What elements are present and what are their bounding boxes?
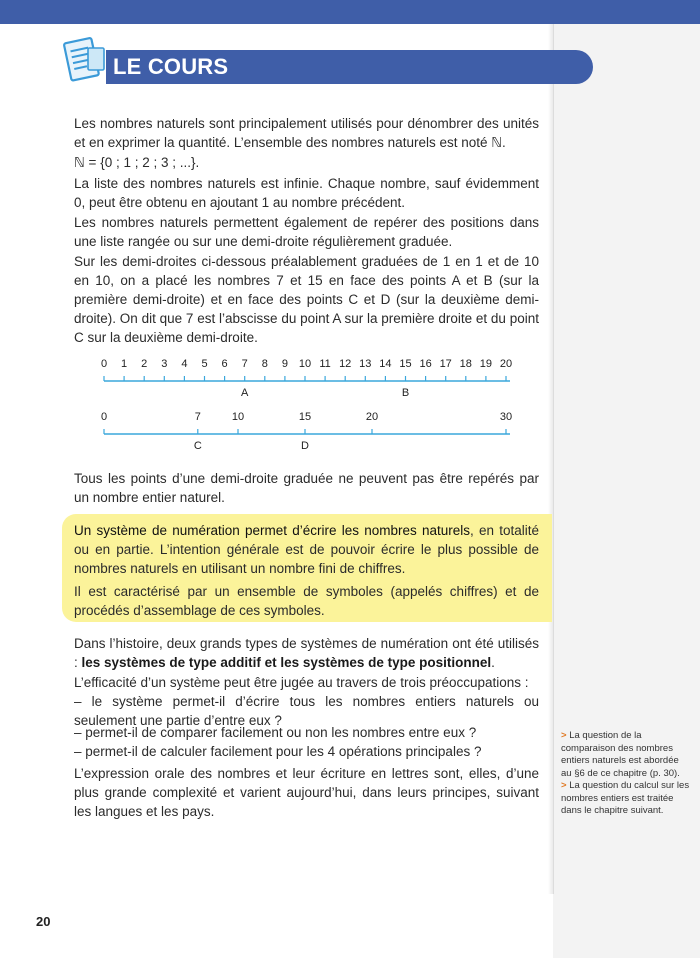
top-banner xyxy=(0,0,700,24)
history-lead: Dans l’histoire, deux grands types de systèmes de numération ont été utilisés : xyxy=(74,636,539,670)
definition-text xyxy=(74,521,539,620)
question-1: – le système permet-il d’écrire tous les nombres entiers naturels ou seulement une partie d’entre eux ? xyxy=(74,694,539,728)
definition-key-phrase: Un système de numération permet d’écrire les nombres naturels xyxy=(74,523,470,538)
page-number: 20 xyxy=(36,914,51,929)
intro-paragraph-1: Les nombres naturels sont principalement utilisés pour dénombrer des unités et en exprimer la quantité. L’ensemble des nombres naturels est noté ℕ. xyxy=(74,116,539,150)
number-line-1-tick-label: 17 xyxy=(439,358,452,370)
definition-paragraph-1 xyxy=(74,521,539,578)
number-line-1-tick-label: 6 xyxy=(221,358,228,370)
number-line-1-point-label: A xyxy=(241,387,249,399)
number-line-1-tick-label: 4 xyxy=(181,358,188,370)
number-line-1-tick-label: 19 xyxy=(479,358,493,370)
history-types: les systèmes de type additif et les systèmes de type positionnel xyxy=(81,655,492,670)
definition-rest: , en totalité ou en partie. L’intention générale est de pouvoir écrire le plus possible de nombres naturels en utilisant un nombre fini de chiffres. xyxy=(74,523,539,576)
number-line-2-tick-label: 7 xyxy=(194,411,201,423)
number-line-1-tick-label: 13 xyxy=(359,358,372,370)
margin-note-1: > La question de la comparaison des nombres entiers naturels est abordée au §6 de ce chapitre (p. 30). xyxy=(561,730,680,779)
number-line-2-tick-label: 20 xyxy=(365,411,379,423)
number-line-1-tick-label: 2 xyxy=(141,358,148,370)
number-line-1-tick-label: 16 xyxy=(419,358,432,370)
number-line-2-point-label: D xyxy=(301,440,309,452)
question-3: – permet-il de calculer facilement pour les 4 opérations principales ? xyxy=(74,744,482,759)
margin-shadow xyxy=(548,24,554,894)
number-line-1-tick-label: 14 xyxy=(379,358,392,370)
history-paragraph-3: L’expression orale des nombres et leur écriture en lettres sont, elles, d’une plus grande complexité et varient aujourd’hui, dans leurs principes, suivant les langues et les pays. xyxy=(74,766,539,819)
naturals-set-definition: ℕ = {0 ; 1 ; 2 ; 3 ; ...}. xyxy=(74,155,200,170)
number-line-1-tick-label: 5 xyxy=(201,358,208,370)
number-line-1-tick-label: 20 xyxy=(499,358,513,370)
number-line-1-tick-label: 9 xyxy=(281,358,288,370)
intro-paragraph-3: Les nombres naturels permettent également de repérer des positions dans une liste rangée ou sur une demi-droite régulièrement graduée. xyxy=(74,215,539,249)
graduated-half-lines xyxy=(88,352,528,462)
number-line-2-tick-label: 0 xyxy=(100,411,108,423)
number-line-1-tick-label: 11 xyxy=(319,358,331,370)
number-line-1-tick-label: 12 xyxy=(339,358,352,370)
arrow-icon: > xyxy=(561,730,567,741)
number-line-1-tick-label: 1 xyxy=(121,358,128,370)
history-end: . xyxy=(491,655,495,670)
number-line-2-tick-label: 15 xyxy=(298,411,312,423)
margin-note-2: > La question du calcul sur les nombres entiers est traitée dans le chapitre suivant. xyxy=(561,780,690,816)
number-line-1-tick-label: 15 xyxy=(399,358,412,370)
section-title: LE COURS xyxy=(113,54,229,79)
definition-paragraph-2: Il est caractérisé par un ensemble de symboles (appelés chiffres) et de procédés d’assemblage de ces symboles. xyxy=(74,584,539,618)
number-line-1-tick-label: 8 xyxy=(261,358,268,370)
number-line-2-point-label: C xyxy=(193,440,202,452)
number-line-1-point-label: B xyxy=(401,387,410,399)
history-paragraph-2: L’efficacité d’un système peut être jugée au travers de trois préoccupations : xyxy=(74,675,529,690)
number-line-1-tick-label: 3 xyxy=(161,358,168,370)
number-line-1-tick-label: 7 xyxy=(241,358,248,370)
margin-column xyxy=(553,24,700,958)
arrow-icon: > xyxy=(561,780,567,791)
number-line-1-tick-label: 0 xyxy=(100,358,108,370)
intro-paragraph-2: La liste des nombres naturels est infinie. Chaque nombre, sauf évidemment 0, peut être obtenu en ajoutant 1 au nombre précédent. xyxy=(74,176,539,210)
number-line-2-tick-label: 10 xyxy=(231,411,245,423)
document-icon xyxy=(58,30,108,90)
number-line-1-tick-label: 10 xyxy=(298,358,312,370)
question-2: – permet-il de comparer facilement ou non les nombres entre eux ? xyxy=(74,725,477,740)
after-lines-paragraph: Tous les points d’une demi-droite graduée ne peuvent pas être repérés par un nombre entier naturel. xyxy=(74,471,539,505)
number-line-1-tick-label: 18 xyxy=(459,358,472,370)
history-paragraph-1 xyxy=(74,634,539,672)
intro-paragraph-4: Sur les demi-droites ci-dessous préalablement graduées de 1 en 1 et de 10 en 10, on a placé les nombres 7 et 15 en face des points A et B (sur la première demi-droite) et en face des points C et D (sur la deuxième demi-droite). On dit que 7 est l’abscisse du point A sur la première droite et du point C sur la deuxième demi-droite. xyxy=(74,254,539,345)
margin-notes xyxy=(561,730,691,818)
number-line-2-tick-label: 30 xyxy=(499,411,513,423)
